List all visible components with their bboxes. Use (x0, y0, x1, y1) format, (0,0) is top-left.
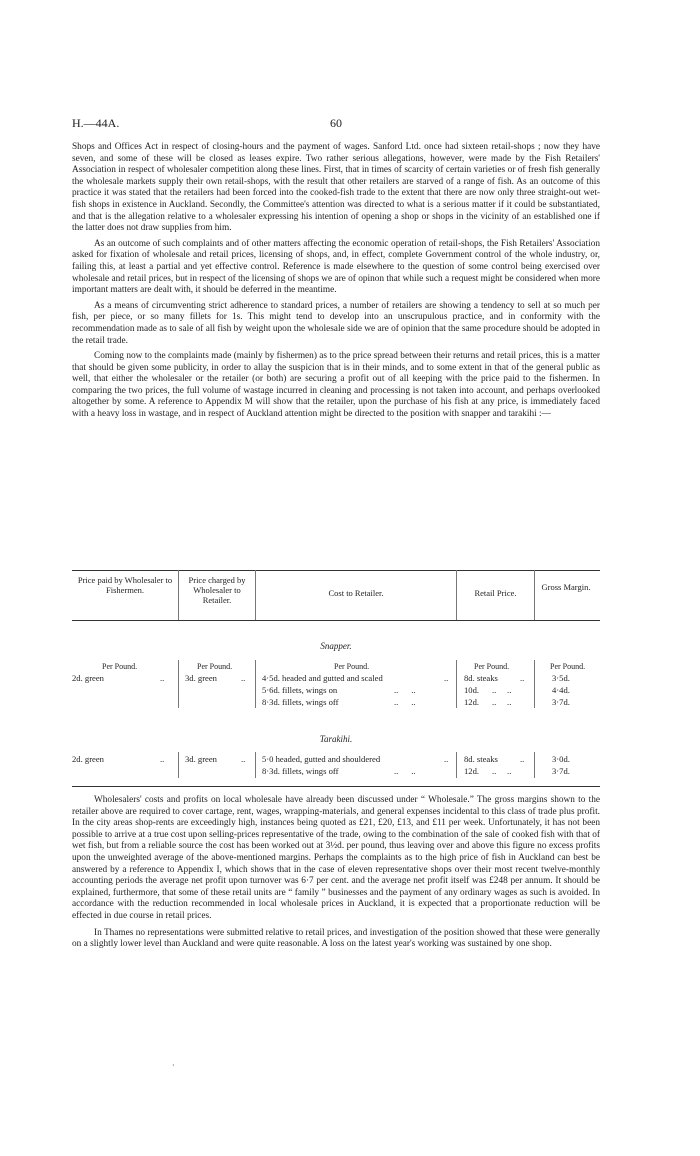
tarakihi-heading: Tarakihi. (319, 734, 353, 744)
column-divider (534, 752, 535, 778)
header-price-charged: Price charged by Wholesaler to Retailer. (188, 575, 246, 605)
snapper-retail: 12d. (464, 697, 480, 707)
tarakihi-charged: 3d. green (185, 754, 217, 764)
snapper-retail: 8d. steaks (464, 673, 498, 683)
leader-dots: .. .. (394, 766, 416, 776)
tarakihi-retail: 12d. (464, 766, 480, 776)
tarakihi-cost: 5·0 headed, gutted and shouldered (262, 754, 381, 764)
snapper-heading: Snapper. (320, 641, 352, 651)
snapper-charged: 3d. green (185, 673, 217, 683)
header-gross-margin: Gross Margin. (541, 582, 591, 592)
leader-dots: .. (520, 673, 525, 683)
leader-dots: .. (444, 754, 449, 764)
paragraph: As a means of circumventing strict adherence to standard prices, a number of retailers are showing a tendency to sell at so much per fish, per piece, or so many fillets for 1s. This might tend to develop into an unscrupulous practice, and in conformity with the recommendation made as to sale of all fish by weight upon the wholesale side we are of opinion that the same procedure should be adopted in the retail trade. (72, 300, 600, 346)
column-divider (178, 660, 179, 708)
tarakihi-margin: 3·7d. (552, 766, 570, 776)
paragraph: As an outcome of such complaints and of other matters affecting the economic operation of retail-shops, the Fish Retailers' Association asked for fixation of wholesale and retail prices, licensing of shops, and, in effect, complete Government control of the whole industry, or, failing this, at least a partial and yet effective control. Reference is made elsewhere to the question of some control being exercised over wholesale and retail prices, but in respect of the licensing of shops we are of opinon that while such a request might be considered when more important matters are dealt with, it should be deferred in the meantime. (72, 238, 600, 296)
tarakihi-cost: 8·3d. fillets, wings off (262, 766, 339, 776)
tarakihi-retail: 8d. steaks (464, 754, 498, 764)
leader-dots: .. (160, 673, 165, 683)
paragraph: Shops and Offices Act in respect of closing-hours and the payment of wages. Sanford Ltd. once had sixteen retail-shops ; now they have seven, and some of these will be closed as leases expire. Two rather serious allegations, however, were made by the Fish Retailers' Association in respect of wholesaler competition along these lines. First, that in times of scarcity of certain varieties or of fresh fish generally the wholesale markets supply their own retail-shops, with the result that other retailers are starved of a range of fish. As an outcome of this practice it was stated that the retailers had been forced into the cooked-fish trade to the extent that there are now only three straight-out wet-fish shops in existence in Auckland. Secondly, the Committee's attention was directed to what is a serious matter if it could be substantiated, and that is the allegation relative to a wholesaler expressing his intention of opening a shop or shops in the vicinity of an established one if the latter does not draw supplies from him. (72, 142, 600, 234)
column-divider (456, 752, 457, 778)
snapper-margin: 4·4d. (552, 685, 570, 695)
snapper-cost: 5·6d. fillets, wings on (262, 685, 338, 695)
paragraph: Wholesalers' costs and profits on local wholesale have already been discussed under “ Wholesale.” The gross margins shown to the retailer above are required to cover cartage, rent, wages, wrapping-materials, and general expenses incidental to this class of trade plus profit. In the city areas shop-rents are exceedingly high, instances being quoted as £21, £20, £13, and £11 per week. Unfortunately, it has not been possible to arrive at a true cost upon selling-prices representative of the trade, owing to the combination of the sale of cooked fish with that of wet fish, but from a reliable source the cost has been worked out at 3½d. per pound, thus leaving over and above this figure no excess profits upon the unweighted average of the above-mentioned margins. Perhaps the complaints as to the high price of fish in Auckland can best be answered by a reference to Appendix I, which shows that in the case of eleven representative shops over their most recent twelve-monthly accounting periods the average net profit upon turnover was 6·7 per cent. and the average net profit itself was £248 per annum. It should be explained, furthermore, that some of these retail units are “ family ” businesses and the payment of any ordinary wages as such is avoided. In accordance with the reduction recommended in local wholesale prices in Auckland, it is expected that a proportionate reduction will be effected in due course in retail prices. (72, 795, 600, 921)
leader-dots: .. .. (492, 685, 512, 695)
body-text (72, 142, 600, 425)
snapper-cost: 8·3d. fillets, wings off (262, 697, 339, 707)
leader-dots: .. (444, 673, 449, 683)
snapper-paid: 2d. green (72, 673, 104, 683)
document-reference: H.—44A. (72, 116, 120, 130)
leader-dots: .. (520, 754, 525, 764)
page-number: 60 (330, 116, 342, 130)
leader-dots: .. .. (394, 685, 416, 695)
unit-label: Per Pound. (550, 662, 586, 671)
paragraph: In Thames no representations were submitted relative to retail prices, and investigation of the position showed that these were generally on a slightly lower level than Auckland and were quite reasonable. A loss on the latest year's working was sustained by one shop. (72, 927, 600, 950)
snapper-margin: 3·5d. (552, 673, 570, 683)
snapper-cost: 4·5d. headed and gutted and scaled (262, 673, 383, 683)
tarakihi-margin: 3·0d. (552, 754, 570, 764)
leader-dots: .. .. (492, 766, 512, 776)
table-header-rule (72, 620, 600, 621)
leader-dots: .. .. (394, 697, 416, 707)
snapper-retail: 10d. (464, 685, 480, 695)
paragraph: Coming now to the complaints made (mainly by fishermen) as to the price spread between their returns and retail prices, this is a matter that should be given some publicity, in order to allay the suspicion that is in their minds, and to some extent in that of the general public as well, that either the wholesaler or the retailer (or both) are securing a profit out of all keeping with the price paid to the fishermen. In comparing the two prices, the full volume of wastage incurred in cleaning and processing is not taken into account, and perhaps overlooked altogether by some. A reference to Appendix M will show that the retailer, upon the purchase of his fish at any price, is immediately faced with a heavy loss in wastage, and in respect of Auckland attention might be directed to the position with snapper and tarakihi :— (72, 351, 600, 420)
column-divider (534, 570, 535, 620)
column-divider (255, 660, 256, 708)
column-divider (255, 752, 256, 778)
leader-dots: .. (241, 754, 246, 764)
header-price-paid: Price paid by Wholesaler to Fishermen. (77, 575, 173, 595)
table-bottom-rule (72, 786, 600, 787)
leader-dots: .. .. (492, 697, 512, 707)
header-cost: Cost to Retailer. (328, 588, 384, 598)
leader-dots: .. (241, 673, 246, 683)
page-header (72, 116, 600, 132)
stray-mark: · (172, 1061, 175, 1070)
column-divider (534, 660, 535, 708)
unit-label: Per Pound. (334, 662, 370, 671)
leader-dots: .. (160, 754, 165, 764)
header-retail-price: Retail Price. (474, 588, 517, 598)
unit-label: Per Pound. (197, 662, 233, 671)
unit-label: Per Pound. (474, 662, 510, 671)
unit-label: Per Pound. (102, 662, 138, 671)
tarakihi-paid: 2d. green (72, 754, 104, 764)
closing-text (72, 795, 600, 956)
column-divider (456, 660, 457, 708)
column-divider (178, 752, 179, 778)
table-top-rule (72, 570, 600, 571)
snapper-margin: 3·7d. (552, 697, 570, 707)
